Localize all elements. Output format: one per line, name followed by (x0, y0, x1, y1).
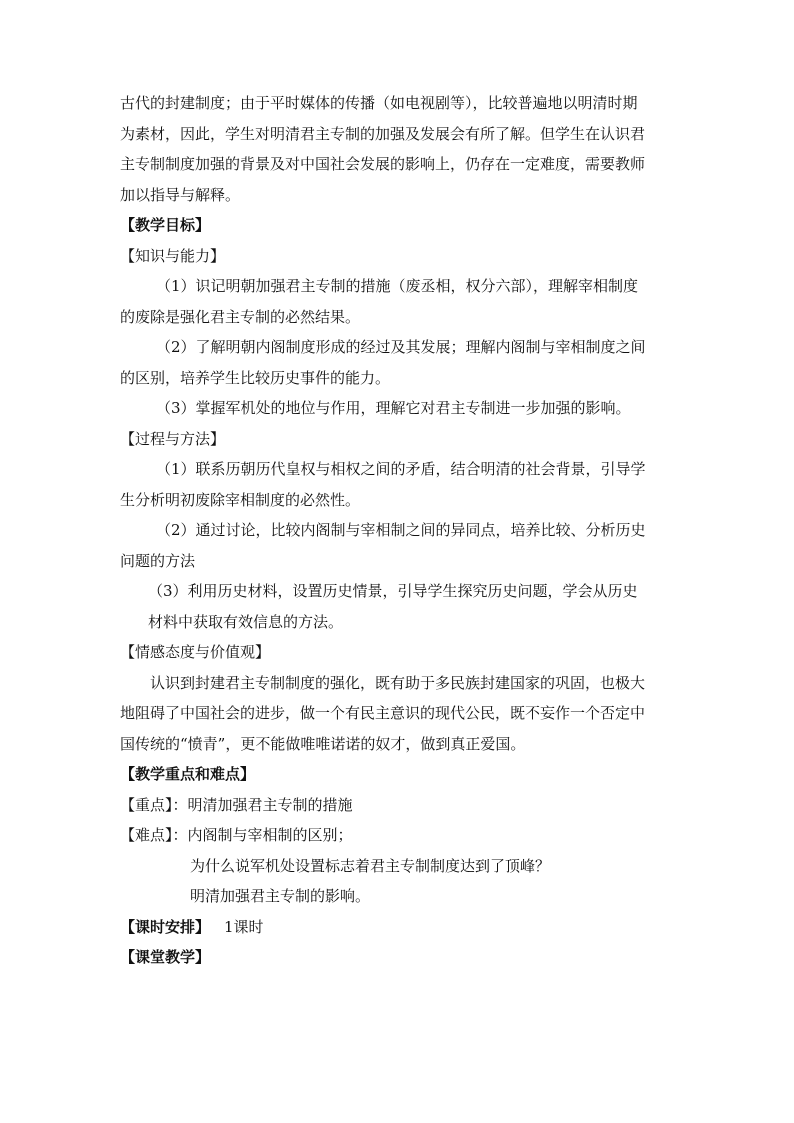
emotion-line: 认识到封建君主专制制度的强化，既有助于多民族封建国家的巩固，也极大 (150, 673, 646, 692)
knowledge-item-2-cont: 的区别，培养学生比较历史事件的能力。 (120, 368, 391, 387)
heading-schedule: 【课时安排】 (120, 917, 211, 936)
difficult-point-label: 【难点】 (120, 826, 173, 844)
heading-teaching-goals: 【教学目标】 (120, 216, 211, 234)
heading-process-method: 【过程与方法】 (120, 429, 226, 448)
intro-line: 为素材，因此，学生对明清君主专制的加强及发展会有所了解。但学生在认识君 (120, 124, 646, 143)
difficult-point (120, 820, 680, 851)
process-item-2: （2）通过讨论，比较内阁制与宰相制之间的异同点，培养比较、分析历史 (156, 521, 646, 539)
key-point-text: ：明清加强君主专制的措施 (172, 795, 353, 814)
key-point (120, 790, 680, 821)
heading-key-difficult: 【教学重点和难点】 (120, 765, 256, 783)
document-body (120, 88, 680, 973)
process-item-3: （3）利用历史材料，设置历史情景，引导学生探究历史问题，学会从历史 (148, 582, 638, 600)
schedule-line (120, 912, 680, 943)
schedule-value: 1课时 (224, 917, 264, 936)
difficult-point-text: ：内阁制与宰相制的区别； (172, 826, 353, 844)
knowledge-item-1-cont: 的废除是强化君主专制的必然结果。 (120, 307, 361, 326)
process-item-3-cont: 材料中获取有效信息的方法。 (148, 612, 344, 631)
difficult-sub-item: 为什么说军机处设置标志着君主专制制度达到了顶峰？ (190, 856, 551, 875)
process-item-2-cont: 问题的方法 (120, 551, 196, 570)
intro-line: 主专制制度加强的背景及对中国社会发展的影响上，仍存在一定难度，需要教师 (120, 155, 646, 173)
intro-line: 加以指导与解释。 (120, 185, 241, 204)
knowledge-item-1: （1）识记明朝加强君主专制的措施（废丞相，权分六部），理解宰相制度 (156, 277, 639, 295)
knowledge-item-3: （3）掌握军机处的地位与作用，理解它对君主专制进一步加强的影响。 (156, 399, 631, 417)
process-item-1-cont: 生分析明初废除宰相制度的必然性。 (120, 490, 361, 509)
difficult-sub-item: 明清加强君主专制的影响。 (190, 887, 371, 905)
knowledge-item-2: （2）了解明朝内阁制度形成的经过及其发展；理解内阁制与宰相制度之间 (156, 338, 646, 356)
key-point-label: 【重点】 (120, 795, 173, 814)
emotion-line: 国传统的“愤青”，更不能做唯唯诺诺的奴才，做到真正爱国。 (120, 734, 526, 753)
intro-line: 古代的封建制度；由于平时媒体的传播（如电视剧等），比较普遍地以明清时期 (120, 94, 638, 112)
heading-knowledge-ability: 【知识与能力】 (120, 246, 226, 265)
heading-emotion-values: 【情感态度与价值观】 (120, 643, 271, 661)
heading-classroom-teaching: 【课堂教学】 (120, 948, 211, 966)
emotion-line: 地阻碍了中国社会的进步，做一个有民主意识的现代公民，既不妄作一个否定中 (120, 704, 646, 722)
process-item-1: （1）联系历朝历代皇权与相权之间的矛盾，结合明清的社会背景，引导学 (156, 460, 646, 478)
